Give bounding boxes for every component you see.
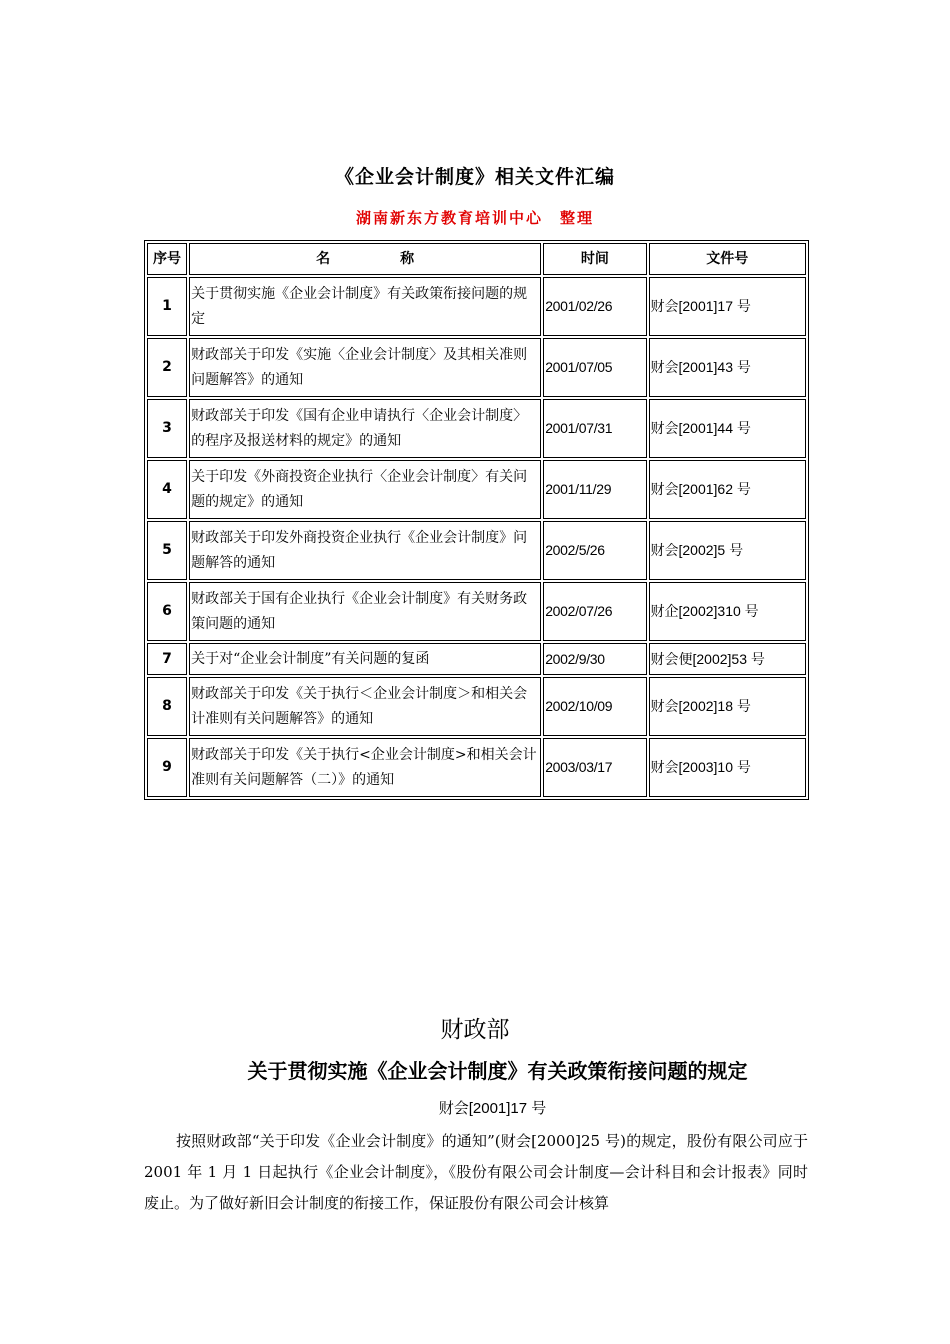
table-row: [147, 460, 806, 519]
row-num: 9: [147, 738, 187, 797]
table-row: [147, 338, 806, 397]
row-name: 财政部关于印发《国有企业申请执行〈企业会计制度〉的程序及报送材料的规定》的通知: [189, 399, 541, 458]
row-name: 关于对“企业会计制度”有关问题的复函: [189, 643, 541, 675]
documents-table: [144, 240, 809, 800]
row-num: 4: [147, 460, 187, 519]
row-date: 2001/02/26: [543, 277, 646, 336]
header-code: 文件号: [649, 243, 807, 275]
row-code: 财会便[2002]53 号: [649, 643, 807, 675]
row-num: 2: [147, 338, 187, 397]
row-date: 2002/9/30: [543, 643, 646, 675]
row-num: 8: [147, 677, 187, 736]
row-name: 财政部关于印发《关于执行<企业会计制度>和相关会计准则有关问题解答（二）》的通知: [189, 738, 541, 797]
row-num: 1: [147, 277, 187, 336]
row-code: 财企[2002]310 号: [649, 582, 807, 641]
document-title: 《企业会计制度》相关文件汇编: [334, 166, 615, 188]
row-date: 2003/03/17: [543, 738, 646, 797]
row-date: 2002/5/26: [543, 521, 646, 580]
row-date: 2002/07/26: [543, 582, 646, 641]
row-name: 财政部关于印发《关于执行＜企业会计制度＞和相关会计准则有关问题解答》的通知: [189, 677, 541, 736]
table-row: [147, 277, 806, 336]
row-name: 关于贯彻实施《企业会计制度》有关政策衔接问题的规定: [189, 277, 541, 336]
row-code: 财会[2003]10 号: [649, 738, 807, 797]
row-name: 财政部关于国有企业执行《企业会计制度》有关财务政策问题的通知: [189, 582, 541, 641]
table-row: [147, 738, 806, 797]
row-name: 财政部关于印发《实施〈企业会计制度〉及其相关准则问题解答》的通知: [189, 338, 541, 397]
row-date: 2001/11/29: [543, 460, 646, 519]
row-num: 6: [147, 582, 187, 641]
header-date: 时间: [543, 243, 646, 275]
article-title: 关于贯彻实施《企业会计制度》有关政策衔接问题的规定: [247, 1059, 748, 1083]
row-code: 财会[2001]44 号: [649, 399, 807, 458]
row-date: 2002/10/09: [543, 677, 646, 736]
row-code: 财会[2001]62 号: [649, 460, 807, 519]
table-row: [147, 399, 806, 458]
article-issuer: 财政部: [440, 1017, 510, 1043]
article-body: 按照财政部“关于印发《企业会计制度》的通知”(财会[2000]25 号)的规定，股份有限公司应于 2001 年 1 月 1 日起执行《企业会计制度》，《股份有限公司会计制度—会计科目和会计报表》同时废止。为了做好新旧会计制度的衔接工作，保证股份有限公司会计核算: [144, 1132, 808, 1212]
table-row: [147, 643, 806, 675]
row-date: 2001/07/31: [543, 399, 646, 458]
row-num: 3: [147, 399, 187, 458]
header-name: 名 称: [189, 243, 541, 275]
table-header-row: [147, 243, 806, 275]
table-row: [147, 521, 806, 580]
table-row: [147, 582, 806, 641]
row-code: 财会[2002]5 号: [649, 521, 807, 580]
table-row: [147, 677, 806, 736]
header-num: 序号: [147, 243, 187, 275]
row-name: 关于印发《外商投资企业执行〈企业会计制度〉有关问题的规定》的通知: [189, 460, 541, 519]
row-num: 7: [147, 643, 187, 675]
compiler-line: 湖南新东方教育培训中心 整理: [355, 209, 594, 227]
row-date: 2001/07/05: [543, 338, 646, 397]
article-document-number: 财会[2001]17 号: [438, 1100, 547, 1117]
row-code: 财会[2001]43 号: [649, 338, 807, 397]
row-code: 财会[2002]18 号: [649, 677, 807, 736]
row-num: 5: [147, 521, 187, 580]
row-name: 财政部关于印发外商投资企业执行《企业会计制度》问题解答的通知: [189, 521, 541, 580]
row-code: 财会[2001]17 号: [649, 277, 807, 336]
